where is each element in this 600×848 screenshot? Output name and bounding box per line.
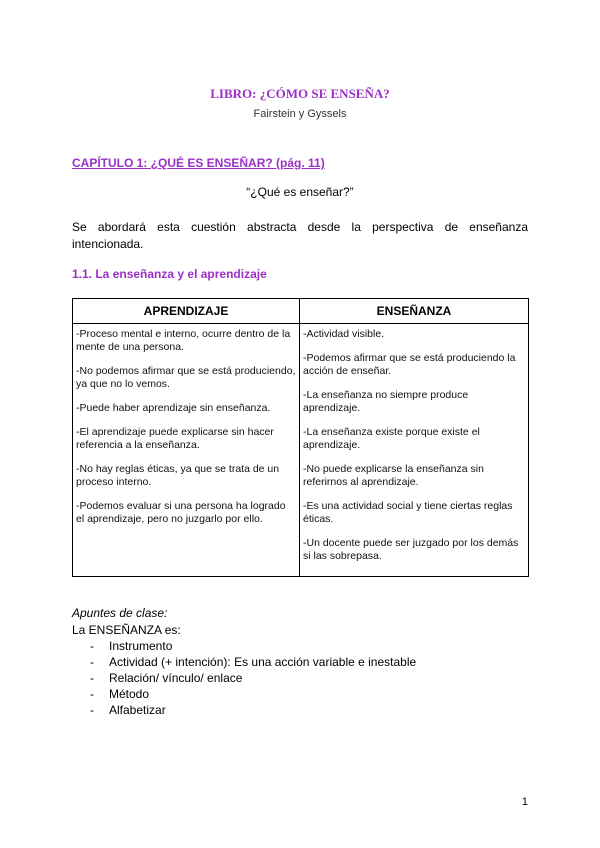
- table-row: [73, 324, 529, 577]
- teaching-item: -Podemos afirmar que se está produciendo la acción de enseñar.: [303, 352, 516, 377]
- bullet-dash: -: [90, 671, 94, 685]
- learning-item: -No hay reglas éticas, ya que se trata de un proceso interno.: [76, 463, 280, 488]
- bullet-dash: -: [90, 639, 94, 653]
- list-item: [72, 686, 416, 702]
- teaching-item: -Actividad visible.: [303, 328, 385, 340]
- teaching-item: -La enseñanza existe porque existe el aprendizaje.: [303, 426, 480, 451]
- learning-item: -No podemos afirmar que se está produciendo, ya que no lo vemos.: [76, 365, 296, 390]
- header-aprendizaje: APRENDIZAJE: [73, 299, 300, 324]
- list-item: [72, 670, 416, 686]
- list-item: [72, 638, 416, 654]
- teaching-item: -No puede explicarse la enseñanza sin referirnos al aprendizaje.: [303, 463, 484, 488]
- bullet-dash: -: [90, 703, 94, 717]
- list-item-text: Método: [109, 687, 150, 701]
- authors: Fairstein y Gyssels: [253, 108, 347, 120]
- notes-subtitle: La ENSEÑANZA es:: [72, 623, 181, 637]
- list-item-text: Alfabetizar: [109, 703, 166, 717]
- list-item-text: Relación/ vínculo/ enlace: [109, 671, 243, 685]
- comparison-table: [72, 298, 529, 577]
- list-item-text: Actividad (+ intención): Es una acción variable e inestable: [109, 655, 417, 669]
- section-heading: 1.1. La enseñanza y el aprendizaje: [72, 267, 267, 281]
- intro-paragraph: Se abordará esta cuestión abstracta desde la perspectiva de enseñanza intencionada.: [72, 220, 528, 251]
- chapter-heading: CAPÍTULO 1: ¿QUÉ ES ENSEÑAR? (pág. 11): [72, 156, 325, 170]
- teaching-item: -Un docente puede ser juzgado por los demás si las sobrepasa.: [303, 537, 519, 562]
- notes-title: Apuntes de clase:: [72, 606, 168, 620]
- list-item-text: Instrumento: [109, 639, 173, 653]
- learning-item: -Podemos evaluar si una persona ha logrado el aprendizaje, pero no juzgarlo por ello.: [76, 500, 286, 525]
- header-ensenanza: ENSEÑANZA: [300, 299, 529, 324]
- table-header-row: [73, 299, 529, 324]
- learning-column: [73, 324, 300, 577]
- list-item: [72, 654, 416, 670]
- teaching-item: -La enseñanza no siempre produce aprendizaje.: [303, 389, 469, 414]
- bullet-dash: -: [90, 687, 94, 701]
- learning-item: -Proceso mental e interno, ocurre dentro de la mente de una persona.: [76, 328, 291, 353]
- book-title: LIBRO: ¿CÓMO SE ENSEÑA?: [210, 86, 390, 101]
- list-item: [72, 702, 416, 718]
- notes-list: [72, 638, 416, 718]
- teaching-item: -Es una actividad social y tiene ciertas reglas éticas.: [303, 500, 513, 525]
- bullet-dash: -: [90, 655, 94, 669]
- learning-item: -Puede haber aprendizaje sin enseñanza.: [76, 402, 271, 414]
- learning-item: -El aprendizaje puede explicarse sin hacer referencia a la enseñanza.: [76, 426, 274, 451]
- teaching-column: [300, 324, 529, 577]
- page-number: 1: [521, 796, 528, 808]
- question-line: “¿Qué es enseñar?”: [246, 185, 354, 199]
